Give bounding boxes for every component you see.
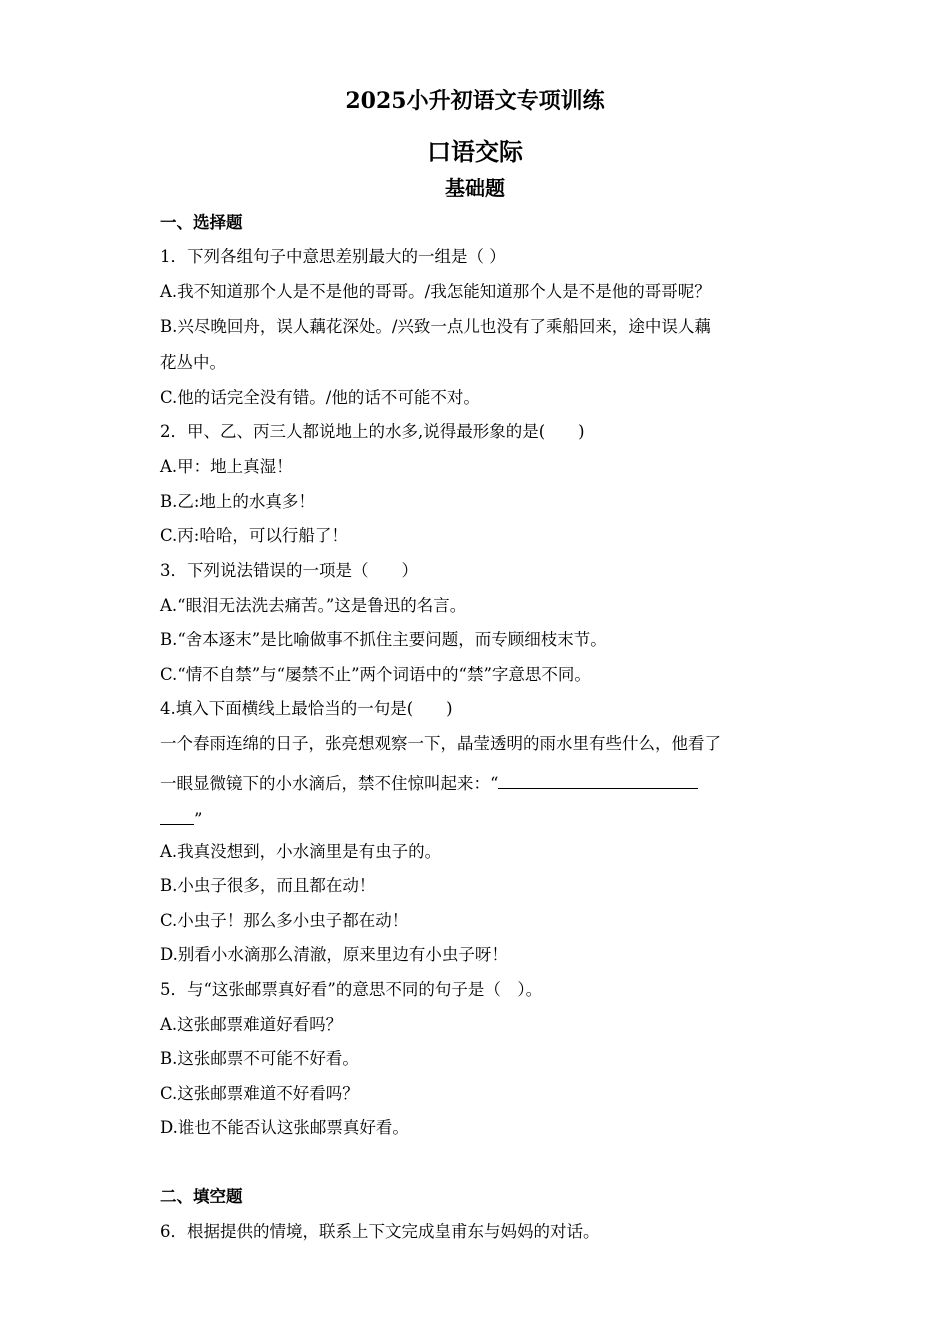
question-4-passage-line-2 [160,771,698,795]
question-3-stem: 3．下列说法错误的一项是（ ） [160,561,418,580]
question-2-option-b: B.乙:地上的水真多！ [160,492,315,511]
closing-quote: ” [194,810,203,829]
question-5-option-c: C.这张邮票难道不好看吗？ [160,1084,359,1103]
question-2-stem: 2．甲、乙、丙三人都说地上的水多,说得最形象的是( ) [160,422,585,441]
question-4-passage-text: 一眼显微镜下的小水滴后，禁不住惊叫起来：“ [160,774,499,793]
question-3-option-b: B.“舍本逐末”是比喻做事不抓住主要问题，而专顾细枝末节。 [160,630,607,649]
section-heading-fill-in: 二、填空题 [160,1187,243,1206]
question-1-option-b: B.兴尽晚回舟，误人藕花深处。/兴致一点儿也没有了乘船回来，途中误人藕 [160,317,711,336]
question-4-passage-line-3 [160,807,202,831]
question-3-option-a: A.“眼泪无法洗去痛苦。”这是鲁迅的名言。 [160,596,467,615]
question-5-option-b: B.这张邮票不可能不好看。 [160,1049,359,1068]
document-subtitle: 口语交际 [427,137,523,166]
answer-blank[interactable] [498,771,698,789]
question-4-option-d: D.别看小水滴那么清澈，原来里边有小虫子呀！ [160,945,508,964]
question-3-option-c: C.“情不自禁”与“屡禁不止”两个词语中的“禁”字意思不同。 [160,665,591,684]
question-4-passage-line-1: 一个春雨连绵的日子，张亮想观察一下，晶莹透明的雨水里有些什么，他看了 [160,734,721,753]
question-1-option-c: C.他的话完全没有错。/他的话不可能不对。 [160,388,480,407]
document-title: 2025小升初语文专项训练 [345,88,605,114]
question-1-option-a: A.我不知道那个人是不是他的哥哥。/我怎能知道那个人是不是他的哥哥呢？ [160,282,711,301]
question-5-option-a: A.这张邮票难道好看吗？ [160,1015,343,1034]
question-5-stem: 5．与“这张邮票真好看”的意思不同的句子是（ ）。 [160,980,543,999]
answer-blank-continued[interactable] [160,807,194,825]
question-4-option-b: B.小虫子很多，而且都在动！ [160,876,376,895]
question-4-stem: 4.填入下面横线上最恰当的一句是( ) [160,699,453,718]
difficulty-level: 基础题 [445,176,505,200]
section-heading-choice: 一、选择题 [160,213,243,232]
question-2-option-c: C.丙:哈哈，可以行船了！ [160,526,348,545]
question-6-stem: 6．根据提供的情境，联系上下文完成皇甫东与妈妈的对话。 [160,1222,600,1241]
question-2-option-a: A.甲：地上真湿！ [160,457,293,476]
question-1-stem: 1．下列各组句子中意思差别最大的一组是（ ） [160,247,506,266]
question-5-option-d: D.谁也不能否认这张邮票真好看。 [160,1118,409,1137]
question-4-option-a: A.我真没想到，小水滴里是有虫子的。 [160,842,442,861]
question-4-option-c: C.小虫子！那么多小虫子都在动！ [160,911,409,930]
question-1-option-b-continued: 花丛中。 [160,353,226,372]
